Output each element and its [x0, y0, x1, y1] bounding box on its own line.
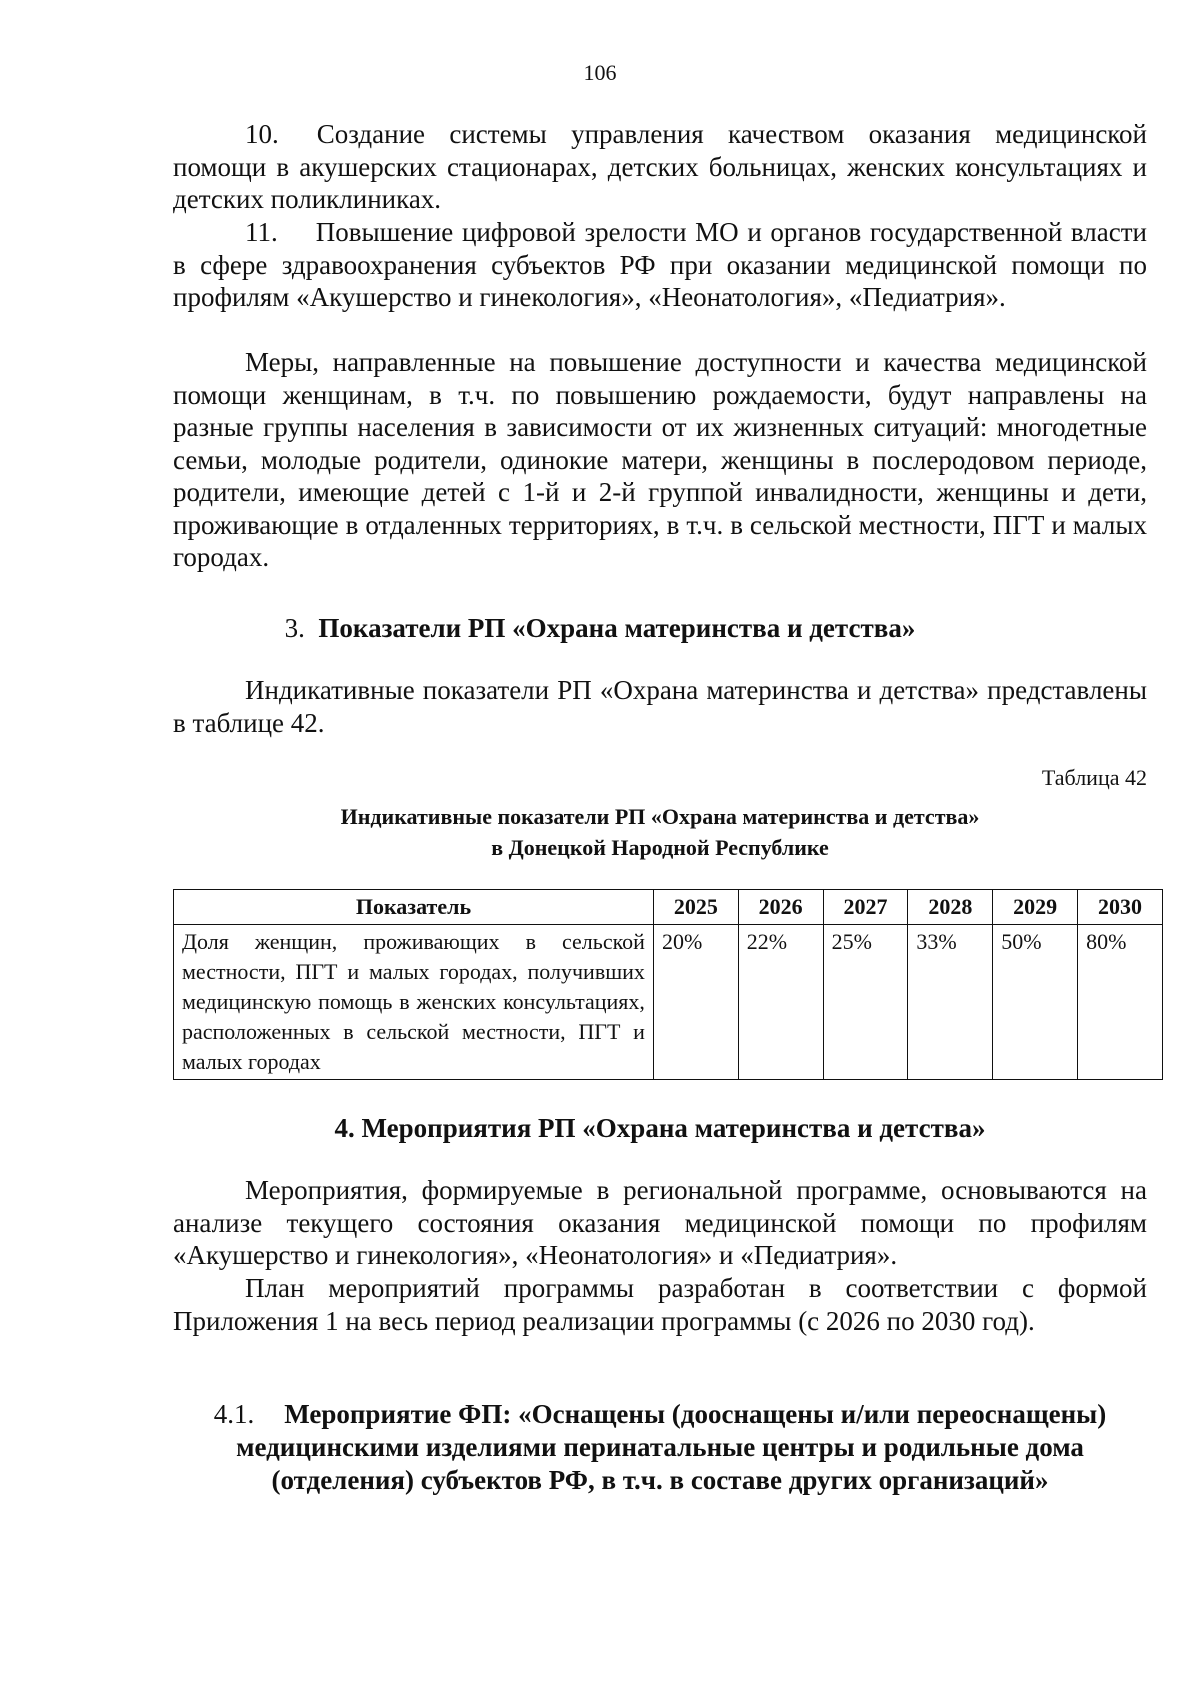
section-4-paragraph-2: План мероприятий программы разработан в соответствии с формой Приложения 1 на весь период реализации программы (с 2026 по 2030 год).	[173, 1273, 1147, 1336]
section-4-heading: 4. Мероприятия РП «Охрана материнства и детства»	[334, 1113, 986, 1143]
value-cell: 50%	[993, 925, 1078, 1080]
section-title: Показатели РП «Охрана материнства и детства»	[318, 613, 916, 643]
list-item-text: Повышение цифровой зрелости МО и органов государственной власти в сфере здравоохранения субъектов РФ при оказании медицинской помощи по профилям «Акушерство и гинекология», «Неонатология», «Педиатрия».	[173, 217, 1147, 312]
indicator-cell: Доля женщин, проживающих в сельской местности, ПГТ и малых городах, получивших медицинскую помощь в женских консультациях, расположенных в сельской местности, ПГТ и малых городах	[174, 925, 654, 1080]
table-title-line-2: в Донецкой Народной Республике	[491, 835, 829, 860]
value-cell: 20%	[653, 925, 738, 1080]
header-indicator: Показатель	[174, 890, 654, 925]
header-year: 2028	[908, 890, 993, 925]
value-cell: 22%	[738, 925, 823, 1080]
section-3-paragraph: Индикативные показатели РП «Охрана материнства и детства» представлены в таблице 42.	[173, 675, 1147, 738]
section-4-paragraph-1: Мероприятия, формируемые в региональной программе, основываются на анализе текущего состояния оказания медицинской помощи по профилям «Акушерство и гинекология», «Неонатология» и «Педиатрия».	[173, 1175, 1147, 1270]
header-year: 2026	[738, 890, 823, 925]
header-year: 2030	[1078, 890, 1163, 925]
list-item-text: Создание системы управления качеством оказания медицинской помощи в акушерских стационарах, детских больницах, женских консультациях и детских поликлиниках.	[173, 119, 1147, 214]
header-year: 2025	[653, 890, 738, 925]
list-item-10	[173, 118, 1147, 216]
section-4-1-heading-line-2: медицинскими изделиями перинатальные центры и родильные дома	[236, 1432, 1084, 1462]
measures-paragraph: Меры, направленные на повышение доступности и качества медицинской помощи женщинам, в т.ч. по повышению рождаемости, будут направлены на разные группы населения в зависимости от их жизненных ситуаций: многодетные семьи, молодые родители, одинокие матери, женщины в послеродовом периоде, родители, имеющие детей с 1-й и 2-й группой инвалидности, женщины и дети, проживающие в отдаленных территориях, в т.ч. в сельской местности, ПГТ и малых городах.	[173, 347, 1147, 572]
table-row	[174, 925, 1163, 1080]
section-3-heading	[0, 612, 1200, 645]
value-cell: 25%	[823, 925, 908, 1080]
header-year: 2027	[823, 890, 908, 925]
section-title: Мероприятие ФП: «Оснащены (дооснащены и/или переоснащены)	[284, 1399, 1107, 1429]
table-header-row	[174, 890, 1163, 925]
list-item-11	[173, 216, 1147, 314]
section-number: 4.1.	[213, 1399, 255, 1429]
list-item-number: 11.	[245, 217, 278, 247]
page-number: 106	[583, 60, 617, 85]
list-item-number: 10.	[245, 119, 279, 149]
value-cell: 33%	[908, 925, 993, 1080]
section-number: 3.	[284, 613, 305, 643]
section-4-1-heading-line-1	[173, 1398, 1147, 1431]
section-4-1-heading-line-3: (отделения) субъектов РФ, в т.ч. в составе других организаций»	[271, 1465, 1049, 1495]
value-cell: 80%	[1078, 925, 1163, 1080]
indicators-table	[173, 889, 1163, 1080]
table-label: Таблица 42	[1041, 765, 1147, 790]
header-year: 2029	[993, 890, 1078, 925]
table-title-line-1: Индикативные показатели РП «Охрана материнства и детства»	[340, 804, 980, 829]
